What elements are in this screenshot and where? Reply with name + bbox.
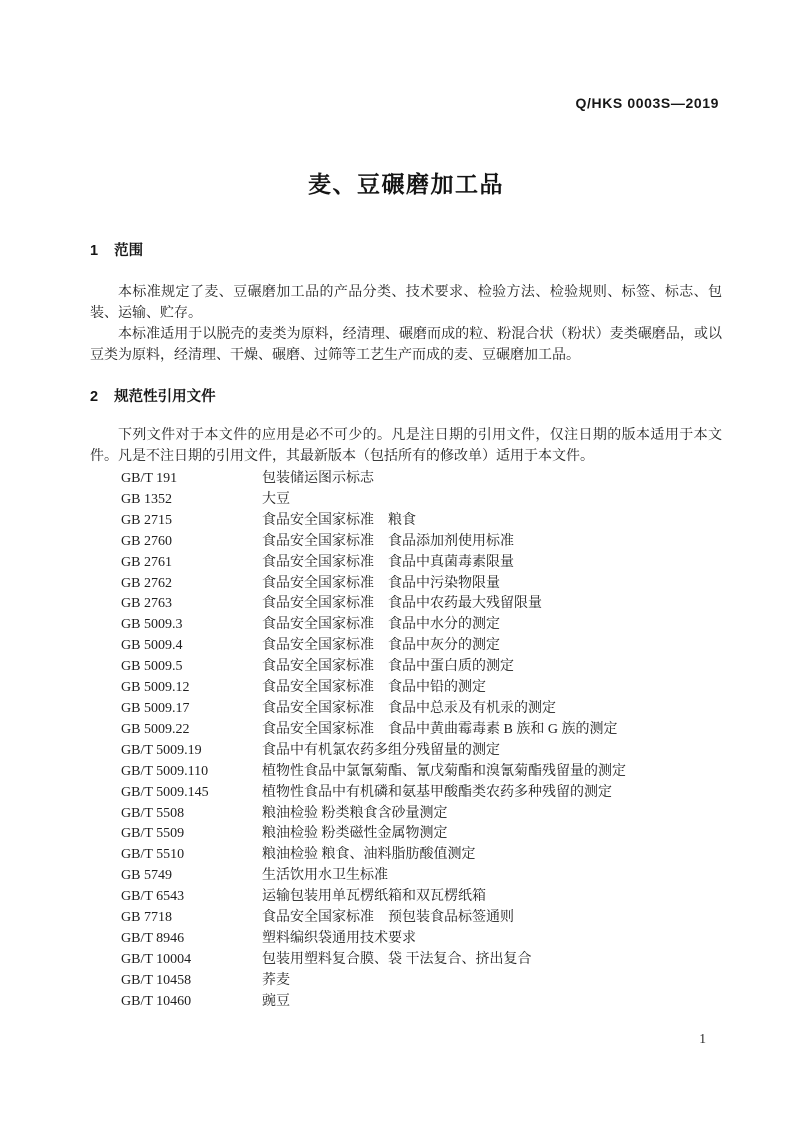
reference-code: GB 5009.17	[121, 700, 190, 716]
reference-code: GB/T 10458	[121, 972, 192, 988]
reference-item	[90, 574, 722, 595]
references-intro-paragraph: 下列文件对于本文件的应用是必不可少的。凡是注日期的引用文件，仅注日期的版本适用于本文件。凡是不注日期的引用文件，其最新版本（包括所有的修改单）适用于本文件。	[90, 428, 722, 464]
reference-title: 包装用塑料复合膜、袋 干法复合、挤出复合	[262, 951, 532, 967]
reference-title: 食品安全国家标准 食品添加剂使用标准	[262, 533, 514, 549]
reference-item	[90, 908, 722, 929]
reference-title: 食品安全国家标准 粮食	[262, 512, 416, 528]
reference-item	[90, 762, 722, 783]
reference-code: GB/T 5508	[121, 805, 185, 821]
reference-title: 粮油检验 粉类粮食含砂量测定	[262, 805, 448, 821]
reference-item	[90, 992, 722, 1013]
reference-code: GB/T 5510	[121, 847, 185, 863]
reference-title: 生活饮用水卫生标准	[262, 868, 388, 884]
reference-code: GB 2760	[121, 533, 172, 549]
reference-title: 粮油检验 粮食、油料脂肪酸值测定	[262, 847, 476, 863]
reference-item	[90, 950, 722, 971]
reference-title: 植物性食品中氯氰菊酯、氰戊菊酯和溴氰菊酯残留量的测定	[262, 763, 626, 779]
reference-title: 运输包装用单瓦楞纸箱和双瓦楞纸箱	[262, 889, 486, 905]
reference-code: GB 7718	[121, 910, 172, 926]
references-list	[90, 469, 722, 1013]
reference-item	[90, 866, 722, 887]
reference-code: GB 2761	[121, 554, 172, 570]
reference-title: 食品安全国家标准 预包装食品标签通则	[262, 910, 514, 926]
reference-item	[90, 720, 722, 741]
section-heading-references	[90, 388, 722, 406]
reference-title: 粮油检验 粉类磁性金属物测定	[262, 826, 448, 842]
reference-title: 食品安全国家标准 食品中真菌毒素限量	[262, 554, 514, 570]
reference-code: GB 5009.12	[121, 680, 190, 696]
reference-item	[90, 615, 722, 636]
reference-title: 食品安全国家标准 食品中蛋白质的测定	[262, 659, 514, 675]
reference-item	[90, 511, 722, 532]
reference-code: GB/T 5009.145	[121, 784, 209, 800]
reference-title: 食品安全国家标准 食品中污染物限量	[262, 575, 500, 591]
reference-item	[90, 845, 722, 866]
section-number: 1	[90, 243, 99, 259]
reference-title: 荞麦	[262, 972, 290, 988]
standard-code-header: Q/HKS 0003S—2019	[575, 95, 719, 111]
reference-title: 食品安全国家标准 食品中农药最大残留限量	[262, 596, 542, 612]
reference-item	[90, 553, 722, 574]
reference-title: 食品安全国家标准 食品中灰分的测定	[262, 638, 500, 654]
reference-item	[90, 824, 722, 845]
reference-title: 食品安全国家标准 食品中黄曲霉毒素 B 族和 G 族的测定	[262, 721, 618, 737]
reference-item	[90, 887, 722, 908]
reference-code: GB/T 5009.19	[121, 742, 202, 758]
reference-item	[90, 741, 722, 762]
reference-code: GB 2715	[121, 512, 172, 528]
reference-title: 大豆	[262, 491, 290, 507]
reference-title: 食品中有机氯农药多组分残留量的测定	[262, 742, 500, 758]
section-number: 2	[90, 389, 99, 405]
reference-item	[90, 678, 722, 699]
reference-code: GB/T 8946	[121, 930, 185, 946]
reference-title: 塑料编织袋通用技术要求	[262, 930, 416, 946]
reference-item	[90, 532, 722, 553]
page-content	[90, 0, 722, 1013]
reference-code: GB 5009.5	[121, 659, 183, 675]
reference-item	[90, 699, 722, 720]
scope-paragraph-2: 本标准适用于以脱壳的麦类为原料，经清理、碾磨而成的粒、粉混合状（粉状）麦类碾磨品，或以豆类为原料，经清理、干燥、碾磨、过筛等工艺生产而成的麦、豆碾磨加工品。	[90, 327, 722, 363]
page-number: 1	[699, 1031, 706, 1046]
reference-code: GB/T 10460	[121, 993, 192, 1009]
reference-code: GB/T 5509	[121, 826, 185, 842]
reference-code: GB/T 5009.110	[121, 763, 209, 779]
section-label: 范围	[114, 243, 144, 259]
reference-title: 食品安全国家标准 食品中铅的测定	[262, 680, 486, 696]
section-label: 规范性引用文件	[114, 389, 216, 405]
reference-code: GB 5009.4	[121, 638, 183, 654]
reference-item	[90, 636, 722, 657]
reference-title: 食品安全国家标准 食品中水分的测定	[262, 617, 500, 633]
reference-item	[90, 783, 722, 804]
reference-code: GB 2762	[121, 575, 172, 591]
reference-item	[90, 594, 722, 615]
reference-code: GB/T 6543	[121, 889, 185, 905]
reference-code: GB/T 191	[121, 471, 178, 486]
reference-code: GB 5009.3	[121, 617, 183, 633]
reference-code: GB 5009.22	[121, 721, 190, 737]
reference-item	[90, 469, 722, 490]
reference-title: 豌豆	[262, 993, 290, 1009]
reference-title: 包装储运图示标志	[262, 471, 374, 486]
reference-item	[90, 490, 722, 511]
reference-code: GB 5749	[121, 868, 172, 884]
reference-item	[90, 971, 722, 992]
reference-code: GB 2763	[121, 596, 172, 612]
reference-title: 植物性食品中有机磷和氨基甲酸酯类农药多种残留的测定	[262, 784, 612, 800]
reference-title: 食品安全国家标准 食品中总汞及有机汞的测定	[262, 700, 556, 716]
scope-paragraph-1: 本标准规定了麦、豆碾磨加工品的产品分类、技术要求、检验方法、检验规则、标签、标志、包装、运输、贮存。	[90, 285, 722, 321]
reference-item	[90, 929, 722, 950]
reference-code: GB/T 10004	[121, 951, 192, 967]
document-title: 麦、豆碾磨加工品	[308, 171, 504, 197]
reference-item	[90, 657, 722, 678]
reference-item	[90, 804, 722, 825]
reference-code: GB 1352	[121, 491, 172, 507]
section-heading-scope	[90, 242, 722, 260]
